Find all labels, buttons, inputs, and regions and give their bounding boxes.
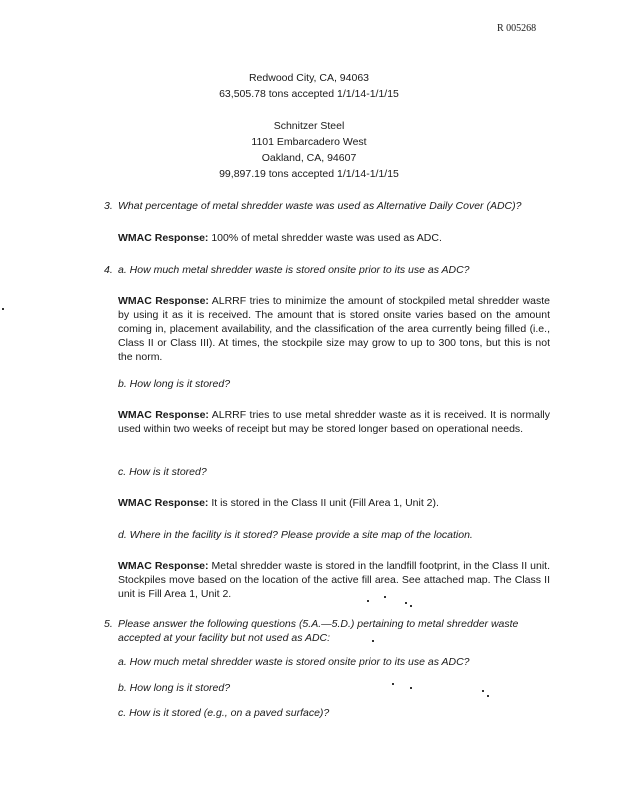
question-number: 3. <box>104 200 113 212</box>
response-text: It is stored in the Class II unit (Fill Area 1, Unit 2). <box>208 497 439 509</box>
question-5a: a. How much metal shredder waste is stored onsite prior to its use as ADC? <box>118 656 470 668</box>
response-label: WMAC Response: <box>118 232 209 244</box>
response-label: WMAC Response: <box>118 409 209 421</box>
scan-speck <box>392 683 394 685</box>
scan-speck <box>405 602 407 604</box>
scan-speck <box>2 308 4 310</box>
response-4b <box>118 408 550 436</box>
response-3 <box>118 231 550 245</box>
question-text: a. How much metal shredder waste is stored onsite prior to its use as ADC? <box>118 264 470 276</box>
question-4b: b. How long is it stored? <box>118 378 231 390</box>
tons-accepted: 99,897.19 tons accepted 1/1/14-1/1/15 <box>219 168 399 180</box>
question-number: 4. <box>104 264 113 276</box>
address-line: Redwood City, CA, 94063 <box>248 72 370 84</box>
tons-accepted: 63,505.78 tons accepted 1/1/14-1/1/15 <box>219 88 399 100</box>
response-label: WMAC Response: <box>118 560 209 572</box>
response-text: ALRRF tries to minimize the amount of stockpiled metal shredder waste by using it as it is received. The amount that is stored onsite varies based on the amount coming in, placement availability, and the classification of the area currently being filled (i.e., Class II or Class III). At times, the stockpile size may grow to up to 300 tons, but this is not the norm. <box>118 295 550 363</box>
scan-speck <box>384 596 386 598</box>
scan-speck <box>410 687 412 689</box>
response-text: ALRRF tries to use metal shredder waste as it is received. It is normally used within two weeks of receipt but may be stored longer based on operational needs. <box>118 409 551 435</box>
address-block-1 <box>0 70 618 102</box>
response-4d <box>118 559 550 601</box>
scan-speck <box>410 605 412 607</box>
response-label: WMAC Response: <box>118 295 209 307</box>
response-4c <box>118 496 550 510</box>
scan-speck <box>367 600 369 602</box>
scan-speck <box>487 695 489 697</box>
response-text: 100% of metal shredder waste was used as ADC. <box>208 232 442 244</box>
scan-speck <box>482 690 484 692</box>
response-4a <box>118 294 550 364</box>
bates-number: R 005268 <box>497 23 537 34</box>
company-name: Schnitzer Steel <box>273 120 345 132</box>
question-5b: b. How long is it stored? <box>118 682 231 694</box>
question-4d: d. Where in the facility is it stored? Please provide a site map of the location. <box>118 529 473 541</box>
question-number: 5. <box>104 618 113 630</box>
address-line: Oakland, CA, 94607 <box>261 152 357 164</box>
scan-speck <box>372 640 374 642</box>
question-text: What percentage of metal shredder waste was used as Alternative Daily Cover (ADC)? <box>118 200 522 212</box>
response-label: WMAC Response: <box>118 497 209 509</box>
question-5c: c. How is it stored (e.g., on a paved surface)? <box>118 707 330 719</box>
address-line: 1101 Embarcadero West <box>251 136 367 148</box>
address-block-2 <box>0 118 618 182</box>
question-4c: c. How is it stored? <box>118 466 207 478</box>
response-text: Metal shredder waste is stored in the landfill footprint, in the Class II unit. Stockpiles move based on the location of the active fill area. See attached map. The Class II unit is Fill Area 1, Unit 2. <box>118 560 550 600</box>
question-text: Please answer the following questions (5.A.—5.D.) pertaining to metal shredder waste <box>118 618 519 630</box>
question-text-continued: accepted at your facility but not used as ADC: <box>118 632 331 644</box>
